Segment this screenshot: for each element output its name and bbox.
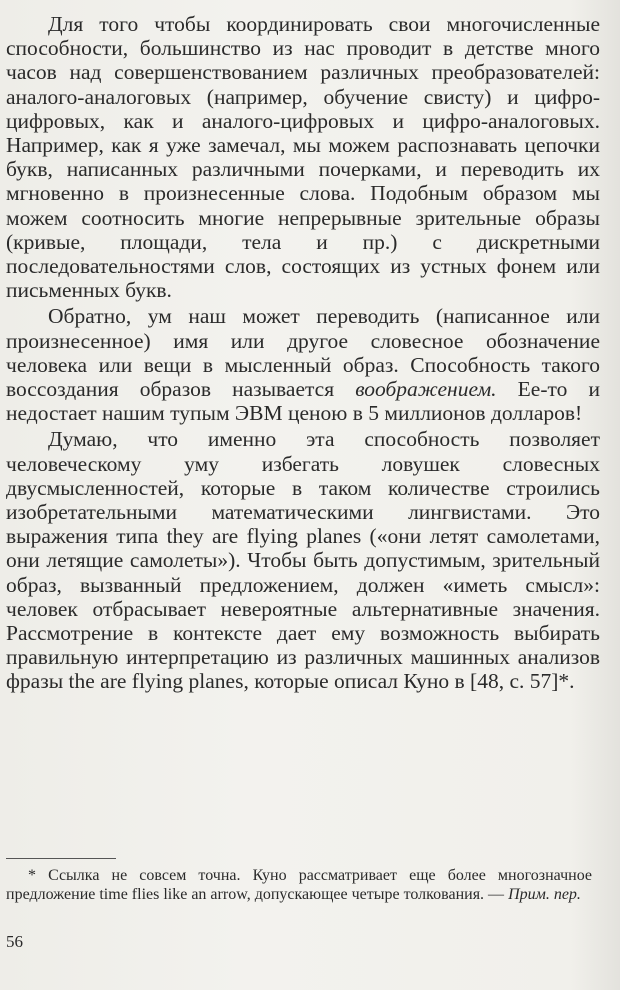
paragraph-2-emphasis: воображением. [355,377,497,402]
paragraph-1-text: Для того чтобы координировать свои многочисленные способности, большинство из нас проводит в детстве много часов над совершенствованием различных преобразователей: аналого-аналоговых (например, обучение свисту) и цифро-цифровых, как и аналого-цифровых и цифро-аналоговых. Например, как я уже замечал, мы можем распознавать цепочки букв, написанных различными почерками, и переводить их мгновенно в произнесенные слова. Подобным образом мы можем соотносить многие непрерывные зрительные образы (кривые, площади, тела и пр.) с дискретными последовательностями слов, состоящих из устных фонем или письменных букв. [6,12,600,303]
paragraph-3-text: Думаю, что именно эта способность позволяет человеческому уму избегать ловушек словесных двусмысленностей, которые в таком количестве строились изобретательными математическими лингвистами. Это выражения типа they are flying planes («они летят самолетами, они летящие самолеты»). Чтобы быть допустимым, зрительный образ, вызванный предложением, должен «иметь смысл»: человек отбрасывает невероятные альтернативные значения. Рассмотрение в контексте дает ему возможность выбирать правильную интерпретацию из различных машинных анализов фразы the are flying planes, которые описал Куно в [48, с. 57]*. [6,427,600,694]
footnote-attribution: Прим. пер. [508,886,581,903]
footnote-text: * Ссылка не совсем точна. Куно рассматривает еще более многозначное предложение time flies like an arrow, допускающее четыре толкования. — [6,867,592,903]
paragraph-2-text-before: Обратно, ум наш может переводить (написанное или произнесенное) имя или другое словесное обозначение человека или вещи в мысленный образ. Способность такого воссоздания образов называется [6,304,600,402]
footnote [6,866,592,904]
paragraph-2 [6,304,600,425]
paragraph-2-text-after: Ее-то и недостает нашим тупым ЭВМ ценою в 5 миллионов долларов! [6,377,600,426]
body-text [6,12,600,694]
footnote-divider [6,858,116,859]
paragraph-3 [6,427,600,693]
page-number: 56 [6,932,23,951]
paragraph-1 [6,12,600,302]
